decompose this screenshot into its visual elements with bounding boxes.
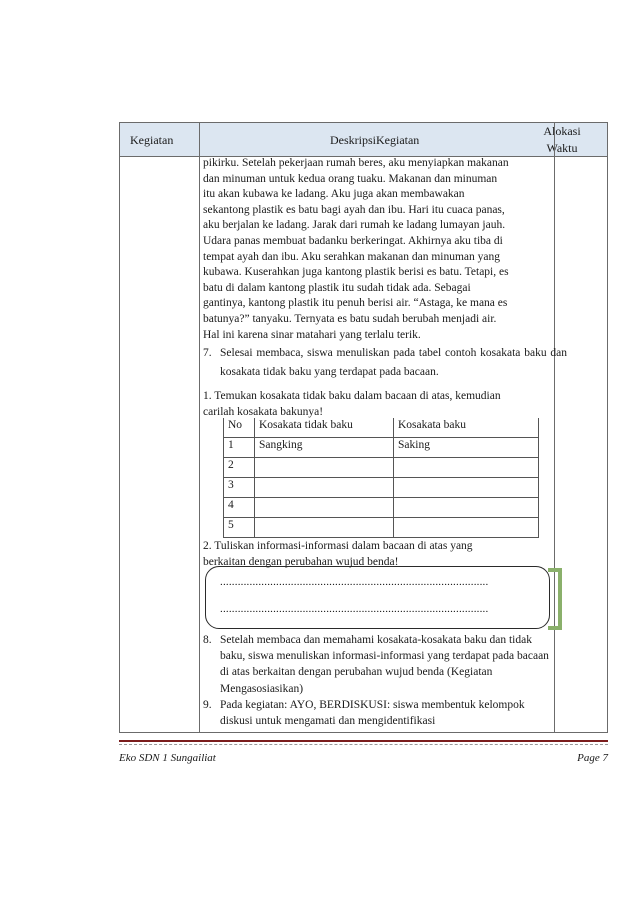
- vocab-cell-tidak-baku: [255, 518, 394, 538]
- vocab-cell-baku: [394, 498, 539, 518]
- vocab-cell-baku: Saking: [394, 438, 539, 458]
- vocab-cell-tidak-baku: Sangking: [255, 438, 394, 458]
- story-line: itu akan kubawa ke ladang. Aku juga akan membawakan: [203, 188, 465, 201]
- header-alokasi-waktu: [532, 123, 592, 157]
- story-line: kubawa. Kuserahkan juga kantong plastik berisi es batu. Tetapi, es: [203, 266, 509, 279]
- story-line: Hal ini karena sinar matahari yang terlalu terik.: [203, 328, 421, 341]
- step-9: [203, 697, 550, 729]
- story-line: sekantong plastik es batu bagi ayah dan ibu. Hari itu cuaca panas,: [203, 203, 505, 216]
- footer-page-number: Page 7: [577, 752, 608, 764]
- table-header-row: [120, 123, 607, 157]
- step-8: [203, 632, 550, 697]
- column-divider-kegiatan: [199, 123, 200, 732]
- green-bracket-decoration: [548, 568, 562, 630]
- story-line: batunya?” tanyaku. Ternyata es batu sudah berubah menjadi air.: [203, 312, 497, 325]
- vocab-cell-no: 4: [224, 498, 255, 518]
- column-divider-alokasi: [554, 123, 555, 732]
- description-content: [203, 156, 567, 420]
- footer-rule-thin: [119, 744, 608, 745]
- story-line: gantinya, kantong plastik itu penuh berisi air. “Astaga, ke mana es: [203, 297, 508, 310]
- footer-author: Eko SDN 1 Sungailiat: [119, 752, 216, 764]
- story-line: batu di dalam kantong plastik itu sudah tidak ada. Sebagai: [203, 281, 471, 294]
- vocab-cell-no: 5: [224, 518, 255, 538]
- story-line: pikirku. Setelah pekerjaan rumah beres, aku menyiapkan makanan: [203, 157, 509, 169]
- story-line: tempat ayah dan ibu. Aku serahkan makanan dan minuman yang: [203, 250, 500, 263]
- story-line: dan minuman untuk kedua orang tuaku. Makanan dan minuman: [203, 172, 498, 185]
- answer-line-2[interactable]: ...........................................................................................: [220, 603, 489, 615]
- task-1-line1: 1. Temukan kosakata tidak baku dalam bacaan di atas, kemudian: [203, 390, 501, 403]
- step-8-number: 8.: [203, 634, 212, 646]
- task-2-line2: berkaitan dengan perubahan wujud benda!: [203, 555, 399, 568]
- vocab-cell-tidak-baku: [255, 478, 394, 498]
- step-7: [203, 344, 567, 382]
- step-9-number: 9.: [203, 698, 212, 711]
- table-row: [224, 438, 539, 458]
- table-row: [224, 458, 539, 478]
- footer-rule: [119, 740, 608, 742]
- vocab-cell-no: 1: [224, 438, 255, 458]
- story-line: Udara panas membuat badanku berkeringat. Akhirnya aku tiba di: [203, 234, 503, 247]
- task-1-line2: carilah kosakata bakunya!: [203, 405, 324, 418]
- vocab-header-tidak-baku: Kosakata tidak baku: [255, 418, 394, 438]
- vocab-header-baku: Kosakata baku: [394, 418, 539, 438]
- story-paragraph: [203, 156, 553, 343]
- table-row: [224, 478, 539, 498]
- task-1: [203, 389, 553, 420]
- vocab-cell-baku: [394, 458, 539, 478]
- step-9-text: Pada kegiatan: AYO, BERDISKUSI: siswa membentuk kelompok diskusi untuk mengamati dan mengidentifikasi: [220, 698, 525, 728]
- header-kegiatan: Kegiatan: [130, 133, 174, 147]
- vocab-header-no: No: [224, 418, 255, 438]
- table-row: [224, 498, 539, 518]
- header-alokasi-line1: Alokasi: [543, 124, 581, 138]
- vocab-table-header: [224, 418, 539, 438]
- header-alokasi-line2: Waktu: [546, 141, 578, 155]
- vocab-cell-no: 3: [224, 478, 255, 498]
- vocab-cell-baku: [394, 478, 539, 498]
- vocab-cell-no: 2: [224, 458, 255, 478]
- answer-box[interactable]: [205, 566, 550, 629]
- step-7-text: Selesai membaca, siswa menuliskan pada tabel contoh kosakata baku dan kosakata tidak baku yang terdapat pada bacaan.: [220, 347, 567, 379]
- steps-8-9: [203, 632, 550, 729]
- table-row: [224, 518, 539, 538]
- vocab-cell-tidak-baku: [255, 458, 394, 478]
- header-deskripsi: DeskripsiKegiatan: [330, 133, 420, 147]
- answer-line-1[interactable]: ...........................................................................................: [220, 576, 489, 588]
- story-line: aku berjalan ke ladang. Jarak dari rumah ke ladang lumayan jauh.: [203, 219, 506, 232]
- vocab-cell-baku: [394, 518, 539, 538]
- vocab-table: [223, 418, 539, 538]
- vocab-cell-tidak-baku: [255, 498, 394, 518]
- step-7-number: 7.: [203, 347, 212, 360]
- task-2-line1: 2. Tuliskan informasi-informasi dalam bacaan di atas yang: [203, 540, 473, 552]
- step-8-text: Setelah membaca dan memahami kosakata-kosakata baku dan tidak baku, siswa menuliskan informasi-informasi yang terdapat pada bacaan di atas berkaitan dengan perubahan wujud benda (Kegiatan Mengasosiasikan): [220, 634, 549, 695]
